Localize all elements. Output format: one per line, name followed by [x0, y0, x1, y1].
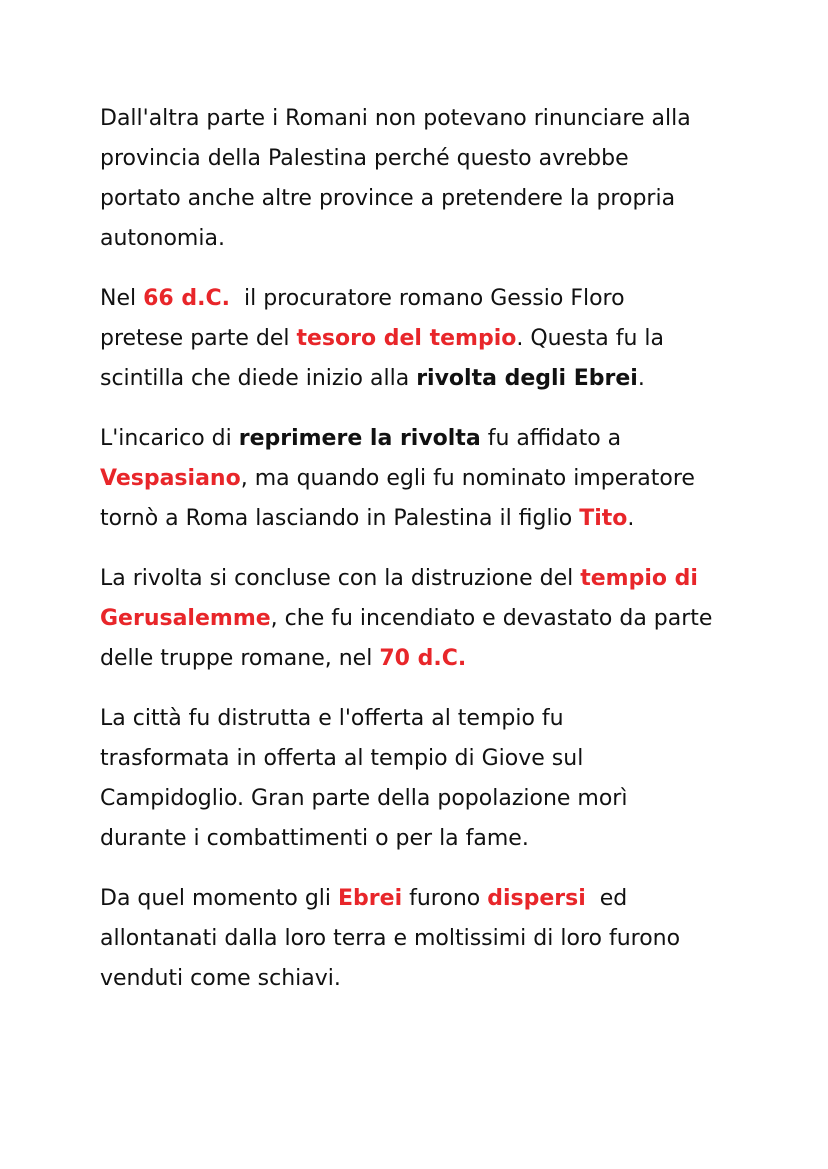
paragraph: [100, 559, 740, 679]
text-segment: ed: [585, 886, 628, 911]
bold-term: reprimere la rivolta: [238, 426, 481, 451]
highlighted-term: dispersi: [487, 886, 586, 911]
text-line: [100, 179, 740, 219]
highlighted-term: Vespasiano: [100, 466, 241, 491]
text-line: [100, 699, 740, 739]
text-segment: allontanati dalla loro terra e moltissimi di loro furono: [100, 926, 681, 951]
text-segment: La rivolta si concluse con la distruzione del: [100, 566, 581, 591]
text-line: [100, 779, 740, 819]
text-segment: La città fu distrutta e l'offerta al tempio fu: [100, 706, 564, 731]
text-segment: Campidoglio. Gran parte della popolazione morì: [100, 786, 628, 811]
text-segment: il procuratore romano Gessio Floro: [230, 286, 625, 311]
highlighted-term: Ebrei: [338, 886, 403, 911]
highlighted-term: tesoro del tempio: [296, 326, 517, 351]
highlighted-term: 70 d.C.: [379, 646, 467, 671]
document-body: [100, 99, 740, 1019]
text-segment: autonomia.: [100, 226, 225, 251]
text-segment: trasformata in offerta al tempio di Giove sul: [100, 746, 584, 771]
text-segment: Da quel momento gli: [100, 886, 339, 911]
text-line: [100, 499, 740, 539]
text-segment: provincia della Palestina perché questo avrebbe: [100, 146, 629, 171]
text-line: [100, 819, 740, 859]
text-segment: fu affidato a: [480, 426, 622, 451]
paragraph: [100, 99, 740, 259]
highlighted-term: 66 d.C.: [143, 286, 230, 311]
text-segment: pretese parte del: [100, 326, 297, 351]
text-segment: scintilla che diede inizio alla: [100, 366, 417, 391]
text-segment: L'incarico di: [100, 426, 239, 451]
text-line: [100, 559, 740, 599]
paragraph: [100, 279, 740, 399]
text-segment: . Questa fu la: [516, 326, 664, 351]
text-line: [100, 599, 740, 639]
bold-term: rivolta degli Ebrei: [416, 366, 638, 391]
text-segment: , che fu incendiato e devastato da parte: [270, 606, 713, 631]
text-line: [100, 139, 740, 179]
text-segment: furono: [402, 886, 488, 911]
text-line: [100, 639, 740, 679]
paragraph: [100, 419, 740, 539]
text-segment: venduti come schiavi.: [100, 966, 341, 991]
text-line: [100, 879, 740, 919]
text-line: [100, 359, 740, 399]
text-line: [100, 919, 740, 959]
paragraph: [100, 699, 740, 859]
text-segment: .: [637, 366, 645, 391]
text-line: [100, 739, 740, 779]
text-line: [100, 959, 740, 999]
text-line: [100, 219, 740, 259]
text-segment: Dall'altra parte i Romani non potevano rinunciare alla: [100, 106, 691, 131]
highlighted-term: Gerusalemme: [100, 606, 271, 631]
text-segment: portato anche altre province a pretendere la propria: [100, 186, 676, 211]
text-segment: tornò a Roma lasciando in Palestina il figlio: [100, 506, 580, 531]
text-segment: , ma quando egli fu nominato imperatore: [240, 466, 695, 491]
text-line: [100, 99, 740, 139]
text-line: [100, 419, 740, 459]
text-line: [100, 279, 740, 319]
paragraph: [100, 879, 740, 999]
highlighted-term: Tito: [579, 506, 628, 531]
text-segment: durante i combattimenti o per la fame.: [100, 826, 529, 851]
text-segment: .: [627, 506, 635, 531]
text-line: [100, 319, 740, 359]
highlighted-term: tempio di: [580, 566, 698, 591]
text-segment: Nel: [100, 286, 144, 311]
text-line: [100, 459, 740, 499]
text-segment: delle truppe romane, nel: [100, 646, 380, 671]
